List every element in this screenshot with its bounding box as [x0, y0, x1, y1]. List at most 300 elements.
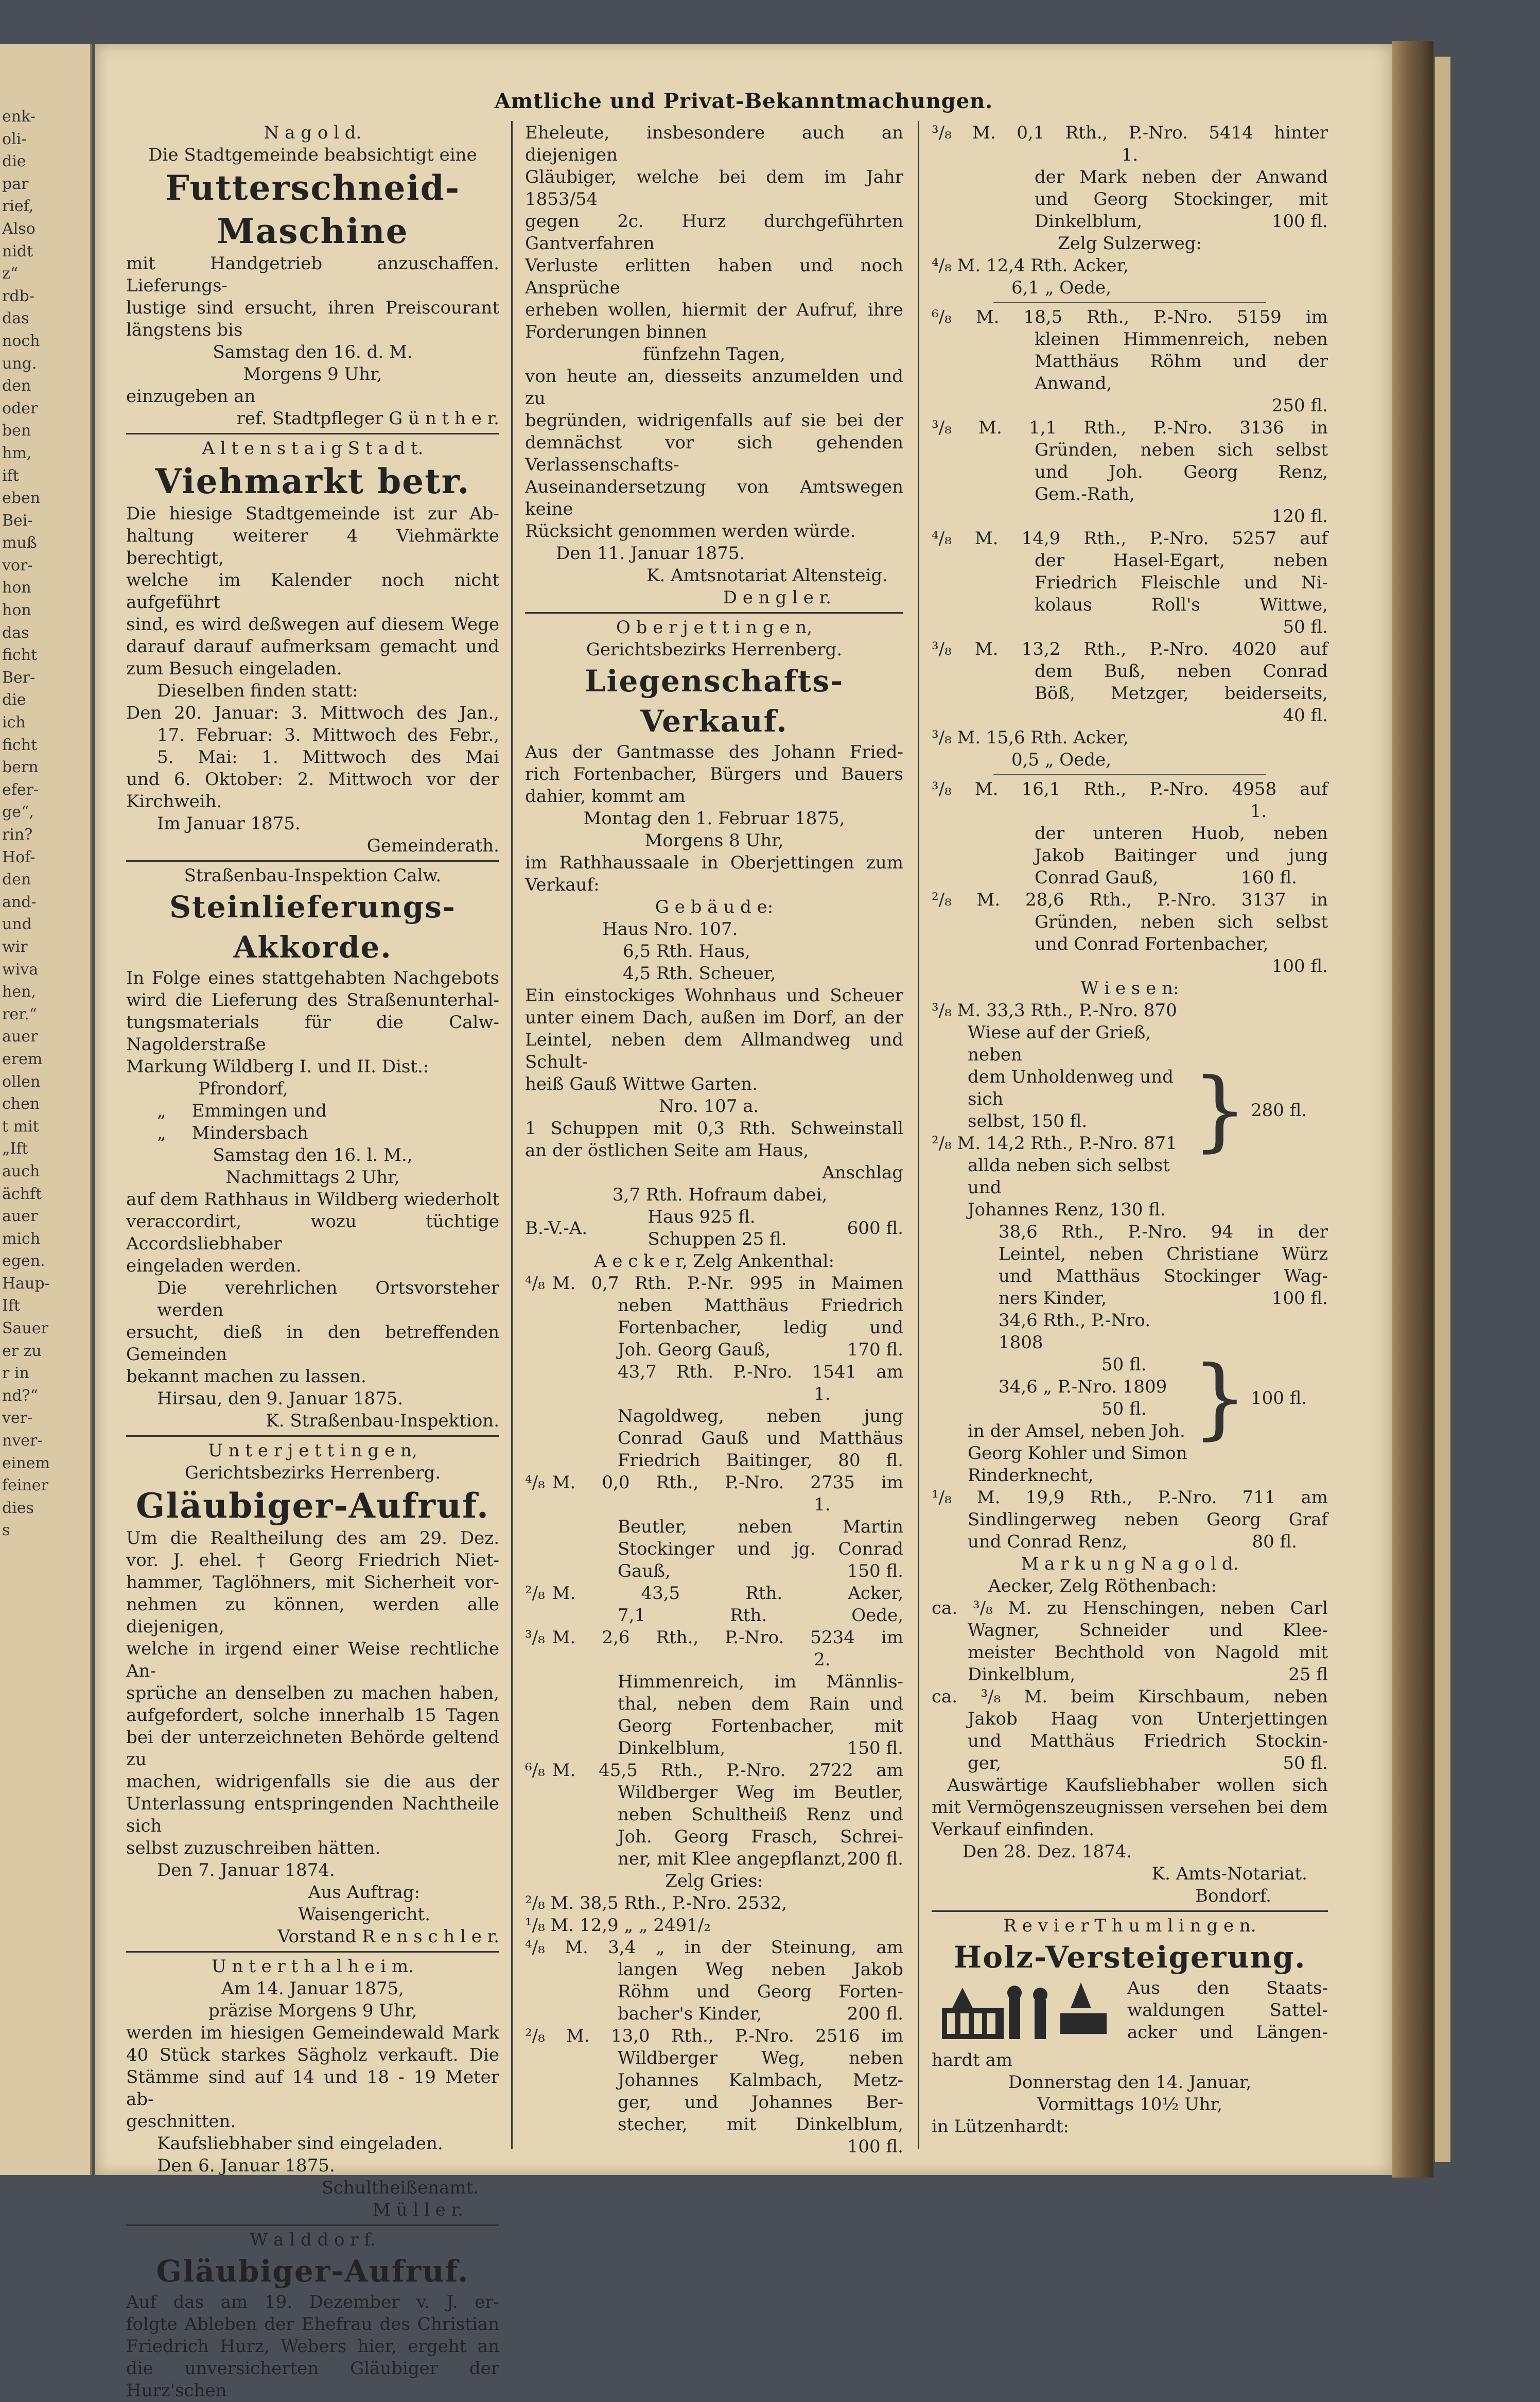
place-line: O b e r j e t t i n g e n,	[616, 617, 813, 638]
prev-page-fragment: ich	[2, 713, 26, 732]
body-line: Die verehrlichen Ortsvorsteher werden	[157, 1278, 499, 1320]
parcel-text: M. 0,0 Rth., P.-Nro. 2735 im	[552, 1472, 903, 1493]
parcel-line	[932, 1531, 1328, 1553]
parcel-line: 34,6 „ P.-Nro. 1809	[999, 1377, 1167, 1397]
body-line: dahier, kommt am	[525, 786, 686, 807]
body-line: eingeladen werden.	[126, 1256, 302, 1276]
column-3	[932, 122, 1328, 2138]
section-rule	[126, 2224, 499, 2226]
parcel-line: ⁴/₈ M. 3,4 „ in der Steinung, am	[525, 1937, 903, 1958]
masthead: Amtliche und Privat-Bekanntmachungen.	[494, 89, 993, 113]
prev-page-fragment: Hof-	[2, 848, 36, 866]
fraction: ⁶/₈	[525, 1760, 545, 1781]
parcel-line: 0,5 „ Oede,	[1011, 750, 1111, 770]
body-line: welche in irgend einer Weise rechtliche An-	[126, 1639, 499, 1681]
parcel-line: meister Bechthold von Nagold mit	[968, 1642, 1328, 1663]
meadow-items	[932, 1000, 1189, 1221]
body-line: welche im Kalender noch nicht aufgeführt	[126, 570, 499, 613]
body-line: nehmen zu können, werden alle diejenigen,	[126, 1594, 499, 1637]
prev-page-fragment: chen	[2, 1095, 40, 1113]
court-line: Waisengericht.	[297, 1904, 431, 1925]
group-total: 280 fl.	[1251, 1100, 1307, 1121]
parcel-entry	[932, 638, 1328, 727]
body-line: Verkauf:	[525, 875, 600, 895]
parcel-line: 1.	[1250, 801, 1267, 822]
valuation-item: Schuppen 25 fl.	[647, 1229, 787, 1249]
parcel-line: Nagoldweg, neben jung	[618, 1406, 903, 1426]
ditto-mark: „	[157, 1101, 166, 1121]
subheading: W i e s e n:	[1080, 978, 1179, 999]
column-rule	[918, 121, 919, 2149]
parcel-line: ³/₈ M. 1,1 Rth., P.-Nro. 3136 in	[932, 417, 1328, 438]
signature: Gemeinderath.	[366, 836, 499, 856]
place-item: Pfrondorf,	[198, 1078, 288, 1099]
parcel-line	[525, 1760, 903, 1782]
prev-page-fragment: ge“,	[2, 803, 34, 822]
place-item	[126, 1122, 499, 1144]
price: 100 fl.	[1271, 1288, 1328, 1309]
prev-page-fragment: Ber-	[2, 668, 36, 687]
date-line: 17. Februar: 3. Mittwoch des Febr.,	[157, 725, 499, 745]
parcel-text: bacher's Kinder,	[618, 2004, 762, 2024]
parcel-line: Jakob Baitinger und jung	[1035, 845, 1328, 866]
parcel-entry	[525, 1582, 903, 1627]
house-number: Haus Nro. 107.	[602, 919, 738, 939]
parcel-line	[525, 1339, 903, 1361]
prev-page-fragment: auer	[2, 1207, 38, 1226]
group-total: 100 fl.	[1251, 1387, 1307, 1408]
parcel-line: Wagner, Schneider und Klee-	[968, 1620, 1328, 1641]
parcel-line	[932, 1752, 1328, 1774]
price: 100 fl.	[1271, 211, 1328, 232]
subheading: A e c k e r, Zelg Ankenthal:	[593, 1251, 835, 1272]
price: 150 fl.	[847, 1738, 903, 1759]
parcel-line: 34,6 Rth., P.-Nro. 1808	[999, 1310, 1151, 1353]
time-line: Vormittags 10½ Uhr,	[1037, 2094, 1222, 2115]
section-rule	[932, 1910, 1328, 1912]
parcel-line: Johannes Renz, 130 fl.	[968, 1199, 1166, 1220]
parcel-line: ca. ³/₈ M. beim Kirschbaum, neben	[932, 1686, 1328, 1707]
headline: Viehmarkt betr.	[155, 461, 470, 501]
parcel-line: Gründen, neben sich selbst	[1035, 912, 1328, 932]
parcel-line: Georg Fortenbacher, mit	[618, 1716, 903, 1736]
prev-page-fragment: z“	[2, 265, 19, 283]
subheading: G e b ä u d e:	[655, 897, 774, 917]
body-line: bekannt machen zu lassen.	[126, 1366, 366, 1387]
column-1	[126, 122, 499, 2402]
prev-page-fragment: das	[2, 309, 29, 328]
headline: Gläubiger-Aufruf.	[156, 2254, 469, 2289]
body-line: lustige sind ersucht, ihren Preiscourant	[126, 298, 499, 318]
parcel-line: allda neben sich selbst und	[968, 1155, 1170, 1198]
fraction: ²/₈	[525, 1583, 545, 1604]
price: 150 fl.	[847, 1561, 903, 1581]
parcel-line	[525, 1848, 903, 1870]
parcel-line: 50 fl.	[1101, 1399, 1147, 1419]
parcel-text: M. 43,5 Rth. Acker,	[552, 1583, 903, 1604]
prev-page-fragment: wiva	[2, 960, 39, 979]
body-line: Dieselben finden statt:	[157, 681, 358, 701]
parcel-line: Röhm und Georg Forten-	[618, 1981, 903, 2002]
body-line: Rücksicht genommen werden würde.	[525, 521, 856, 542]
column-rule	[511, 121, 513, 2149]
prev-page-fragment: nidt	[2, 242, 33, 260]
parcel-line: ³/₈ M. 0,1 Rth., P.-Nro. 5414 hinter	[932, 123, 1328, 143]
prev-page-fragment: den	[2, 377, 31, 395]
body-line: In Folge eines stattgehabten Nachgebots	[126, 968, 499, 988]
prev-page-fragment: ächft	[2, 1185, 42, 1203]
body-line: vor. J. ehel. † Georg Friedrich Niet-	[126, 1550, 499, 1571]
house-item: 6,5 Rth. Haus,	[623, 941, 750, 962]
parcel-entry	[525, 1627, 903, 1760]
parcel-entry	[932, 778, 1328, 889]
valuation-label: B.-V.-A.	[525, 1217, 588, 1239]
body-line: Aus der Gantmasse des Johann Fried-	[525, 742, 903, 762]
prev-page-fragment: Also	[2, 219, 36, 238]
parcel-line: Gem.-Rath,	[1035, 484, 1135, 504]
section-rule	[525, 612, 903, 614]
place-item	[126, 1100, 499, 1122]
parcel-entry	[932, 1686, 1328, 1774]
newspaper-page	[95, 44, 1392, 2401]
body-line: Friedrich Hurz, Webers hier, ergeht an	[126, 2336, 499, 2357]
woodcut-row	[932, 1977, 1328, 2049]
prev-page-fragment: auer	[2, 1028, 38, 1046]
body-line: tungsmaterials für die Calw-Nagolderstraße	[126, 1012, 499, 1055]
prev-page-fragment: die	[2, 152, 26, 171]
prev-page-fragment: feiner	[2, 1476, 48, 1495]
parcel-text: Dinkelblum,	[618, 1738, 726, 1759]
parcel-line: Wildberger Weg im Beutler,	[618, 1782, 903, 1803]
body-line: bei der unterzeichneten Behörde geltend zu	[126, 1727, 499, 1770]
body-line: darauf darauf aufmerksam gemacht und	[126, 636, 499, 657]
month-line: Im Januar 1875.	[157, 813, 301, 834]
parcel-line: ³/₈ M. 15,6 Rth. Acker,	[932, 727, 1129, 748]
headline: Liegenschafts-Verkauf.	[584, 664, 844, 739]
parcel-entry	[932, 417, 1328, 528]
body-line: mit Handgetrieb anzuschaffen. Lieferungs-	[126, 253, 499, 296]
prev-page-fragment: ift	[2, 466, 19, 485]
prev-page-fragment: rin?	[2, 826, 33, 844]
body-line: einzugeben an	[126, 386, 256, 407]
parcel-entry	[932, 889, 1328, 978]
parcel-text: Conrad Gauß,	[1035, 867, 1159, 888]
prev-page-fragment: hm,	[2, 444, 32, 462]
prev-page-fragment: s	[2, 1521, 10, 1540]
parcel-line: ³/₈ M. 13,2 Rth., P.-Nro. 4020 auf	[932, 639, 1328, 659]
brace-mark: }	[1192, 1347, 1248, 1449]
body-line: Die hiesige Stadtgemeinde ist zur Ab-	[126, 503, 499, 524]
parcel-text: ger,	[968, 1753, 1002, 1773]
parcel-line: ³/₈ M. 33,3 Rth., P.-Nro. 870	[932, 1000, 1177, 1021]
prev-page-fragment: rdb-	[2, 287, 34, 305]
district-line: Gerichtsbezirks Herrenberg.	[184, 1463, 441, 1483]
body-line: Leintel, neben dem Allmandweg und Schult-	[525, 1030, 903, 1072]
parcel-line	[932, 211, 1328, 233]
divider	[993, 302, 1266, 303]
meadow-items	[932, 1310, 1189, 1487]
parcel-line: Friedrich Baitinger, 80 fl.	[618, 1450, 903, 1471]
label-anschlag: Anschlag	[822, 1162, 903, 1183]
parcel-text: Gauß,	[618, 1561, 671, 1581]
prev-page-fragment: ollen	[2, 1072, 41, 1091]
parcel-line: und Matthäus Friedrich Stockin-	[968, 1731, 1328, 1751]
notice-glaeubiger-unterjettingen	[126, 1440, 499, 1948]
body-line: auf dem Rathhaus in Wildberg wiederholt	[126, 1189, 499, 1210]
fraction: ³/₈	[525, 1627, 545, 1648]
prev-page-fragment: eben	[2, 489, 41, 508]
parcel-line: ⁴/₈ M. 14,9 Rth., P.-Nro. 5257 auf	[932, 528, 1328, 549]
time-line: Nachmittags 2 Uhr,	[225, 1167, 400, 1188]
ditto-mark: „	[157, 1123, 166, 1143]
parcel-line	[525, 1627, 903, 1649]
parcel-line	[525, 2003, 903, 2025]
prev-page-fragment: Sauer	[2, 1319, 48, 1338]
parcel-line: Fortenbacher, ledig und	[618, 1317, 903, 1338]
parcel-line: 1.	[814, 1384, 831, 1404]
parcel-line: 6,1 „ Oede,	[1011, 277, 1111, 298]
date-line: und 6. Oktober: 2. Mittwoch vor der	[126, 769, 499, 790]
prev-page-fragment: die	[2, 691, 26, 709]
price: 80 fl.	[1252, 1531, 1297, 1552]
body-line: 40 Stück starkes Sägholz verkauft. Die	[126, 2045, 499, 2065]
body-line: an der östlichen Seite am Haus,	[525, 1140, 809, 1161]
prev-page-fragment: Haup-	[2, 1274, 50, 1293]
parcel-line: Johannes Kalmbach, Metz-	[618, 2070, 903, 2091]
prev-page-fragment: dies	[2, 1499, 34, 1517]
intro-line: Die Stadtgemeinde beabsichtigt eine	[148, 145, 477, 165]
parcel-line: kolaus Roll's Wittwe,	[1035, 595, 1328, 615]
prev-page-fragment: noch	[2, 332, 40, 350]
body-line: demnächst vor sich gehenden Verlassenschafts-	[525, 432, 903, 475]
parcel-line: thal, neben dem Rain und	[618, 1694, 903, 1714]
parcel-list	[932, 306, 1328, 727]
place-line: U n t e r j e t t i n g e n,	[208, 1440, 417, 1461]
parcel-line	[525, 1737, 903, 1760]
notice-futterschneid	[126, 122, 499, 430]
parcel-line: neben Matthäus Friedrich	[618, 1295, 903, 1316]
price: 100 fl.	[847, 2136, 903, 2157]
parcel-line: ²/₈ M. 13,0 Rth., P.-Nro. 2516 im	[525, 2026, 903, 2046]
date-line: Montag den 1. Februar 1875,	[583, 808, 845, 829]
body-line: Verluste erlitten haben und noch Ansprüche	[525, 255, 903, 298]
parcel-line: Jakob Haag von Unterjettingen	[968, 1709, 1328, 1729]
parcel-line: Conrad Gauß und Matthäus	[618, 1428, 903, 1449]
parcel-line	[932, 867, 1328, 889]
body-line: im Rathhaussaale in Oberjettingen zum	[525, 852, 903, 873]
parcel-entry	[525, 1361, 903, 1472]
woodcut-forest-scene-icon	[932, 1977, 1117, 2049]
time-line: Morgens 8 Uhr,	[644, 830, 784, 851]
parcel-line: 50 fl.	[1101, 1354, 1147, 1375]
office-line: K. Amts-Notariat.	[1151, 1864, 1307, 1884]
parcel-line: Himmenreich, im Männlis-	[618, 1672, 903, 1692]
parcel-line: ²/₈ M. 38,5 Rth., P.-Nro. 2532,	[525, 1893, 787, 1913]
parcel-line: Böß, Metzger, beiderseits,	[1035, 683, 1328, 704]
body-line: begründen, widrigenfalls auf sie bei der	[525, 410, 903, 431]
price: 40 fl.	[1283, 705, 1328, 726]
parcel-line: Leintel, neben Christiane Würz	[999, 1244, 1328, 1264]
parcel-entry	[932, 306, 1328, 417]
body-line: Verkauf einfinden.	[932, 1819, 1095, 1840]
body-line: selbst zuzuschreiben hätten.	[126, 1838, 381, 1858]
body-line: sprüche an denselben zu machen haben,	[126, 1683, 499, 1703]
parcel-line: 1.	[1121, 145, 1139, 165]
headline: Futterschneid-Maschine	[165, 168, 461, 251]
place-name: Mindersbach	[191, 1123, 308, 1143]
prev-page-fragment: muß	[2, 534, 37, 552]
place-line: U n t e r t h a l h e i m.	[212, 1956, 414, 1977]
body-line: Markung Wildberg I. und II. Dist.:	[126, 1056, 429, 1077]
signature: M ü l l e r.	[373, 2200, 463, 2220]
prev-page-fragment: par	[2, 175, 29, 193]
office-line: K. Amtsnotariat Altensteig.	[646, 565, 888, 586]
parcel-line: ca. ³/₈ M. zu Henschingen, neben Carl	[932, 1598, 1328, 1618]
parcel-entry	[932, 528, 1328, 638]
parcel-line: Wiese auf der Grieß, neben	[968, 1022, 1151, 1065]
prev-page-fragment: hon	[2, 579, 31, 597]
brace-mark: }	[1192, 1059, 1248, 1161]
body-line: Forderungen binnen	[525, 322, 707, 342]
parcel-line: und Georg Stockinger, mit	[1035, 189, 1328, 210]
parcel-line	[525, 1582, 903, 1605]
prev-page-fragment: ung.	[2, 354, 37, 373]
body-line: hammer, Taglöhners, mit Sicherheit vor-	[126, 1572, 499, 1593]
house-number: Nro. 107 a.	[659, 1096, 759, 1117]
prev-page-fragment: t mit	[2, 1117, 39, 1136]
body-line: acker und Längen-	[1127, 2022, 1328, 2043]
section-rule	[126, 1435, 499, 1437]
parcel-line: ⁴/₈ M. 12,4 Rth. Acker,	[932, 255, 1129, 276]
prev-page-fragment: erem	[2, 1050, 43, 1068]
body-line: aufgefordert, solche innerhalb 15 Tagen	[126, 1705, 499, 1726]
prev-page-fragment: nd?“	[2, 1386, 38, 1405]
prev-page-fragment: efer-	[2, 780, 39, 799]
body-line: mit Vermögenszeugnissen versehen bei dem	[932, 1797, 1328, 1818]
notice-viehmarkt	[126, 438, 499, 857]
prev-page-fragment: mich	[2, 1229, 41, 1248]
parcel-line: 7,1 Rth. Oede,	[618, 1605, 903, 1626]
date-line: Kirchweih.	[126, 791, 222, 812]
body-line: Kaufsliebhaber sind eingeladen.	[157, 2133, 443, 2154]
body-line: Auswärtige Kaufsliebhaber wollen sich	[947, 1775, 1328, 1796]
parcel-entry	[525, 1273, 903, 1361]
prev-page-fragment: rer.“	[2, 1005, 38, 1023]
deadline-line: fünfzehn Tagen,	[643, 344, 785, 364]
parcel-line: Sindlingerweg neben Georg Graf	[968, 1509, 1328, 1530]
parcel-line: kleinen Himmenreich, neben	[1035, 329, 1328, 350]
headline: Holz-Versteigerung.	[953, 1940, 1306, 1975]
body-line: die unversicherten Gläubiger der Hurz'schen	[126, 2358, 499, 2401]
notice-liegenschaft	[525, 617, 903, 2158]
parcel-entry	[932, 122, 1328, 233]
body-line: längstens bis	[126, 320, 243, 340]
parcel-entry	[525, 1760, 903, 1870]
hofraum-line: 3,7 Rth. Hofraum dabei,	[612, 1185, 828, 1205]
column-2	[525, 122, 903, 2158]
headline: Steinlieferungs-Akkorde.	[169, 890, 456, 965]
parcel-line: Gründen, neben sich selbst	[1035, 440, 1328, 460]
prev-page-fragment: rief,	[2, 197, 34, 216]
fraction: ⁴/₈	[525, 1273, 545, 1294]
parcel-line: ²/₈ M. 14,2 Rth., P.-Nro. 871	[932, 1133, 1177, 1154]
divider	[993, 774, 1266, 775]
place-line: A l t e n s t a i g S t a d t.	[202, 438, 424, 459]
parcel-line: dem Buß, neben Conrad	[1035, 661, 1328, 682]
prev-page-fragment: „Ift	[2, 1140, 28, 1158]
parcel-entry	[932, 1597, 1328, 1686]
price: 50 fl.	[1283, 617, 1328, 637]
parcel-text: ners Kinder,	[999, 1288, 1107, 1309]
parcel-line	[525, 1472, 903, 1494]
place-line: R e v i e r T h u m l i n g e n.	[1003, 1916, 1256, 1936]
headline: Gläubiger-Aufruf.	[135, 1486, 490, 1526]
price: 160 fl.	[1240, 867, 1297, 888]
prev-page-fragment: das	[2, 623, 29, 642]
valuation-items	[647, 1206, 786, 1250]
date-line: Den 28. Dez. 1874.	[962, 1841, 1132, 1862]
meadow-group	[932, 1310, 1328, 1487]
parcel-entry	[525, 1472, 903, 1582]
prev-page-fragment: and-	[2, 893, 37, 911]
parcel-text: 43,7 Rth. P.-Nro. 1541 am	[618, 1362, 903, 1382]
parcel-line: der unteren Huob, neben	[1035, 823, 1328, 844]
body-line: haltung weiterer 4 Viehmärkte berechtigt,	[126, 526, 499, 568]
prev-page-fragment: enk-	[2, 108, 36, 126]
dateline: Hirsau, den 9. Januar 1875.	[157, 1388, 404, 1409]
parcel-entry	[932, 1221, 1328, 1310]
parcel-line: 1.	[814, 1494, 831, 1515]
body-line: Unterlassung entspringenden Nachtheile sich	[126, 1794, 499, 1836]
body-line: zum Besuch eingeladen.	[126, 658, 342, 679]
district-line: Gerichtsbezirks Herrenberg.	[586, 639, 843, 660]
section-rule	[126, 860, 499, 862]
notice-steinlieferung	[126, 865, 499, 1432]
parcel-line: selbst, 150 fl.	[968, 1111, 1088, 1132]
previous-page-edge	[0, 44, 92, 2175]
parcel-line: ger, und Johannes Ber-	[618, 2092, 903, 2113]
side-text	[1117, 1977, 1328, 2049]
parcel-line	[525, 1361, 903, 1383]
subheading: Zelg Gries:	[665, 1871, 763, 1891]
body-line: sind, es wird deßwegen auf diesem Wege	[126, 614, 499, 635]
price: 250 fl.	[1271, 395, 1328, 416]
parcel-line: Joh. Georg Frasch, Schrei-	[618, 1826, 903, 1847]
body-line: Aus den Staats-	[1127, 1978, 1328, 1998]
body-line: ersucht, dieß in den betreffenden Gemeinden	[126, 1322, 499, 1365]
signature: D e n g l e r.	[723, 587, 831, 608]
parcel-line: Georg Kohler und Simon	[968, 1443, 1187, 1464]
body-line: Um die Realtheilung des am 29. Dez.	[126, 1528, 499, 1548]
parcel-line: ²/₈ M. 28,6 Rth., P.-Nro. 3137 in	[932, 890, 1328, 910]
parcel-entry	[932, 1487, 1328, 1553]
body-line: 1 Schuppen mit 0,3 Rth. Schweinstall	[525, 1118, 903, 1139]
parcel-text: M. 45,5 Rth., P.-Nro. 2722 am	[552, 1760, 903, 1781]
body-line: folgte Ableben der Ehefrau des Christian	[126, 2314, 499, 2335]
parcel-line: ¹/₈ M. 19,9 Rth., P.-Nro. 711 am	[932, 1487, 1328, 1508]
prev-page-fragment: und	[2, 915, 32, 934]
prev-page-fragment: vor-	[2, 556, 33, 575]
prev-page-fragment: ficht	[2, 736, 38, 754]
parcel-list	[525, 1273, 903, 1870]
prev-page-fragment: bern	[2, 758, 39, 777]
body-line: von heute an, diesseits anzumelden und zu	[525, 366, 903, 409]
place-name: Emmingen und	[191, 1101, 327, 1121]
meadow-group	[932, 1000, 1328, 1221]
subheading: M a r k u n g N a g o l d.	[1021, 1554, 1239, 1574]
price: 200 fl.	[847, 1849, 903, 1869]
date-line: Den 20. Januar: 3. Mittwoch des Jan.,	[126, 703, 499, 723]
